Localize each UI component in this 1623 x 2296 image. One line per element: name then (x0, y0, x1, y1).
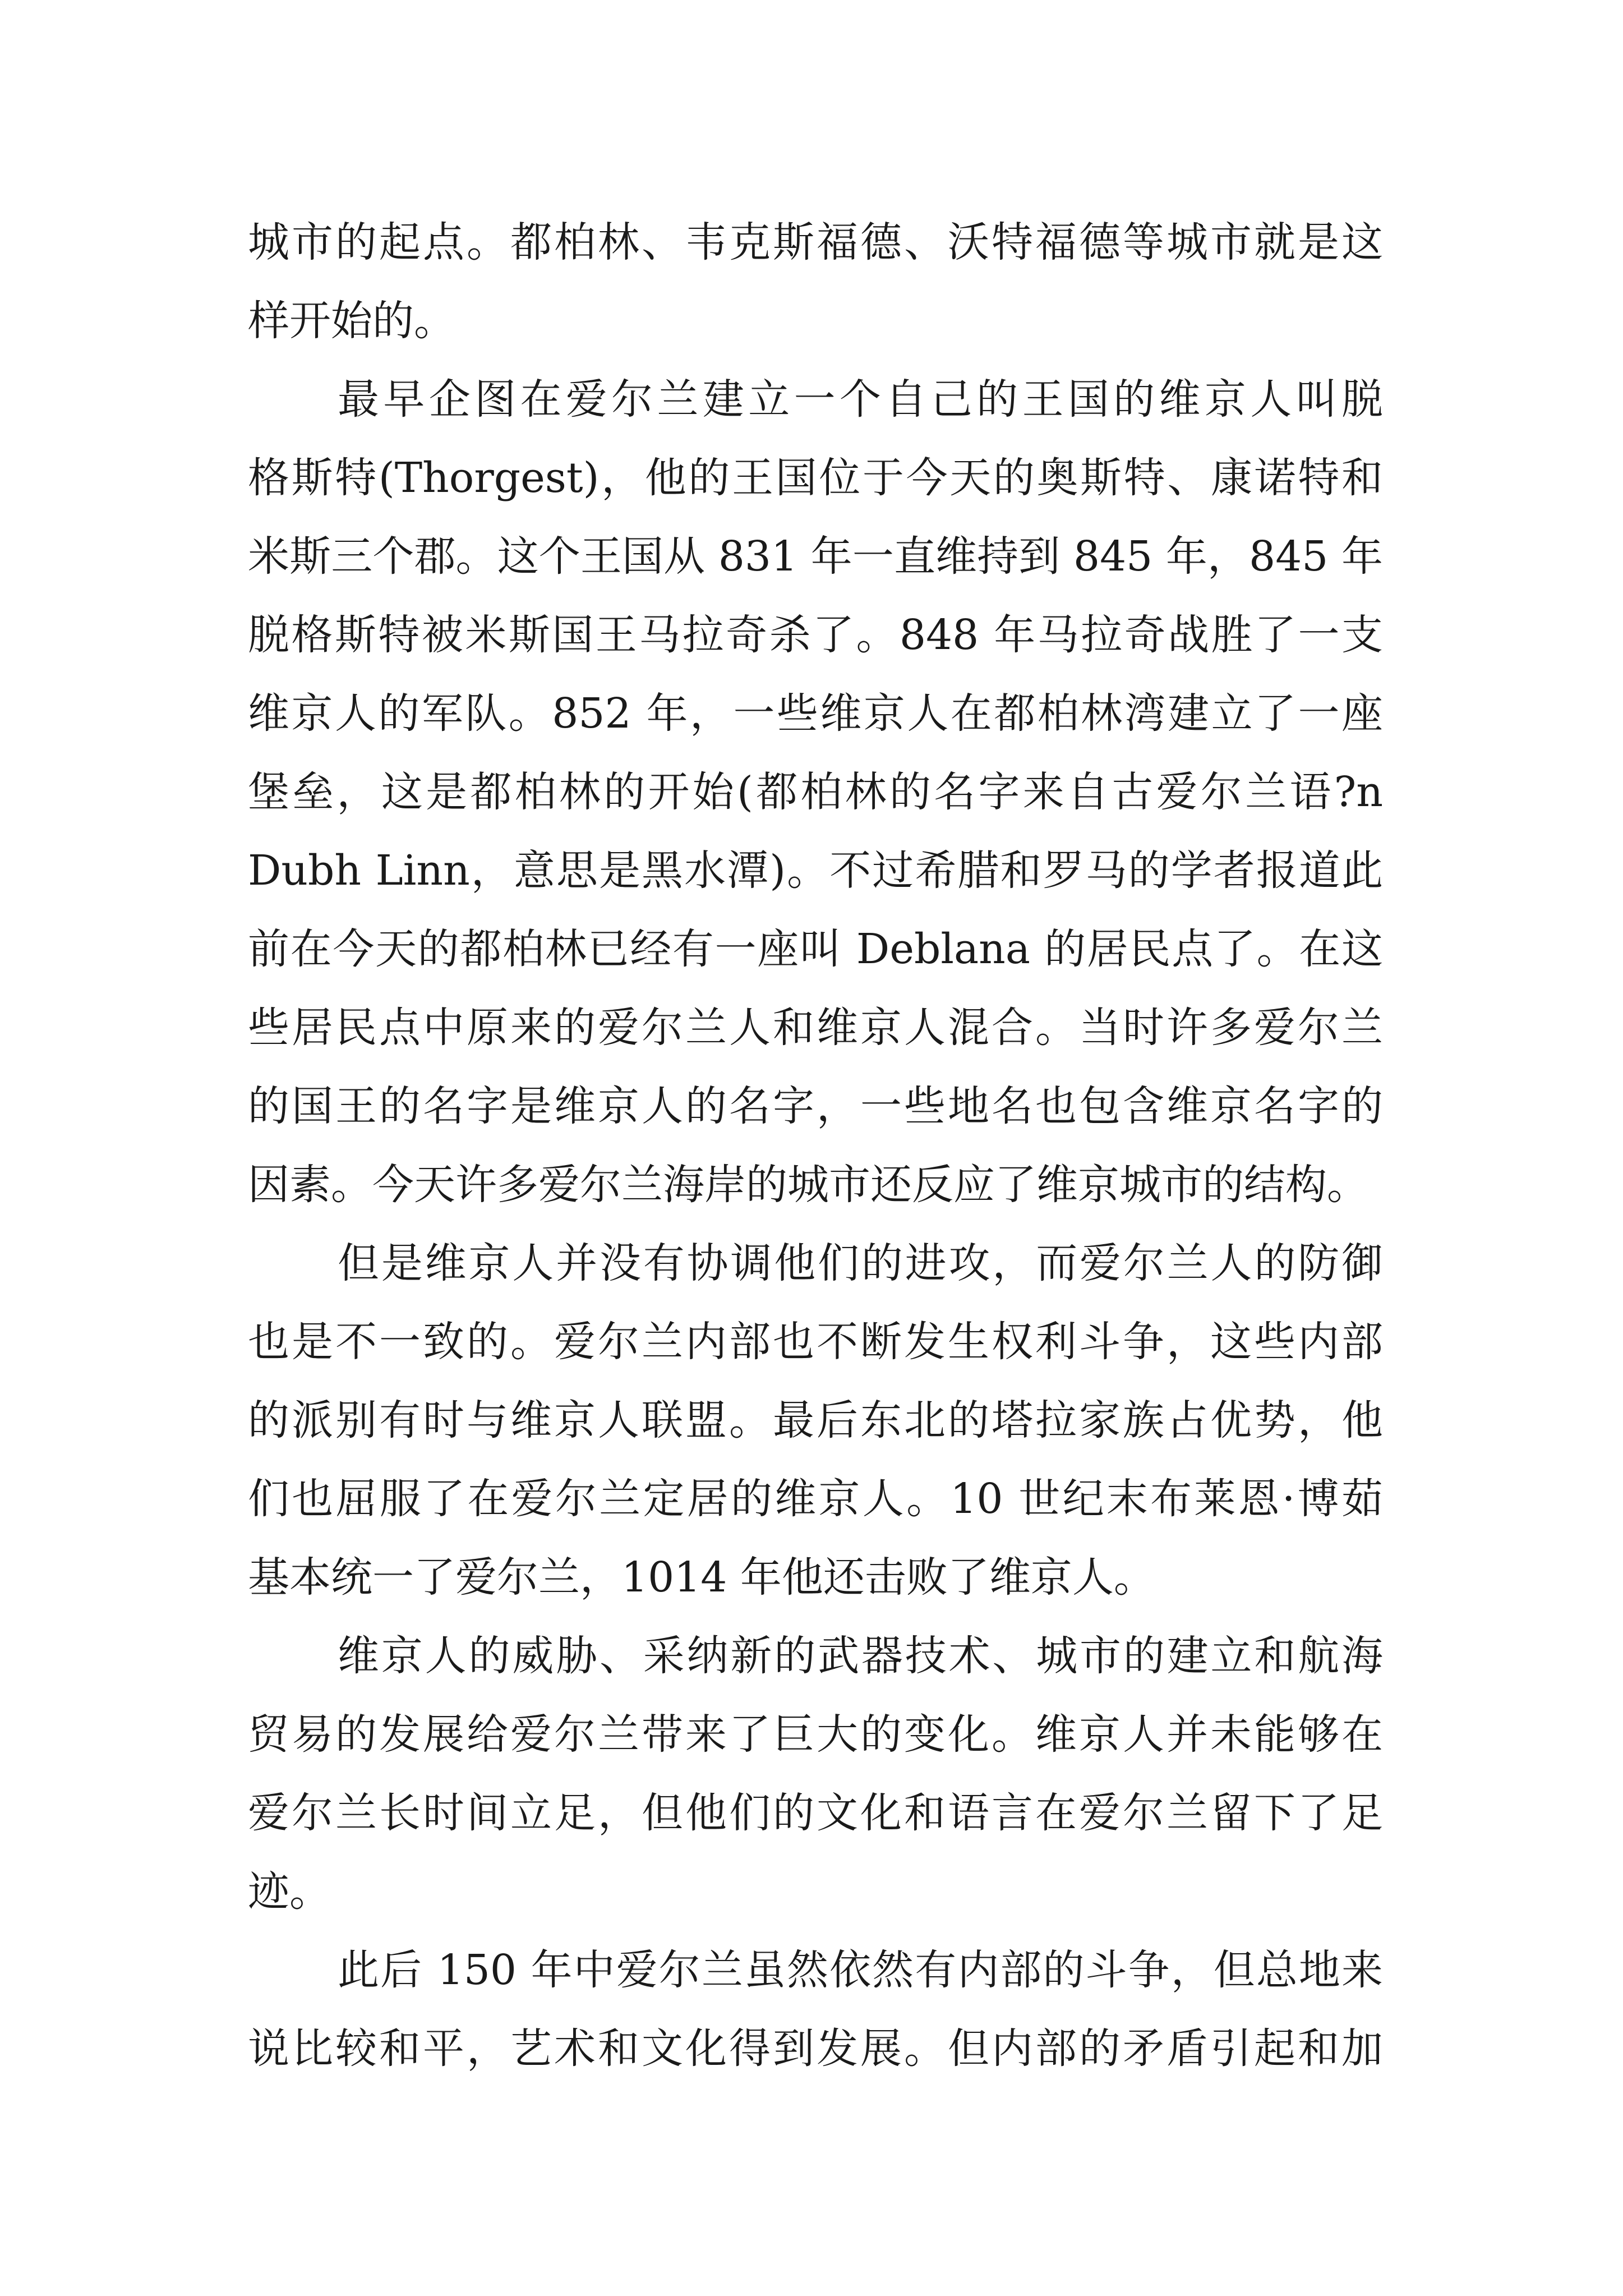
paragraph (248, 203, 1383, 360)
text-line: 堡垒，这是都柏林的开始(都柏林的名字来自古爱尔兰语?n (248, 768, 1383, 816)
body-text (248, 203, 1383, 2088)
text-line: 前在今天的都柏林已经有一座叫 Deblana 的居民点了。在这 (248, 925, 1383, 973)
text-line: 维京人的军队。852 年，一些维京人在都柏林湾建立了一座 (248, 689, 1383, 738)
paragraph (248, 360, 1383, 1224)
text-line: 也是不一致的。爱尔兰内部也不断发生权利斗争，这些内部 (248, 1318, 1383, 1366)
text-line: 爱尔兰长时间立足，但他们的文化和语言在爱尔兰留下了足 (248, 1789, 1383, 1837)
text-line: 最早企图在爱尔兰建立一个自己的王国的维京人叫脱 (338, 375, 1383, 424)
text-line: 的国王的名字是维京人的名字，一些地名也包含维京名字的 (248, 1082, 1383, 1130)
text-line: 说比较和平，艺术和文化得到发展。但内部的矛盾引起和加 (248, 2024, 1383, 2073)
text-line: 脱格斯特被米斯国王马拉奇杀了。848 年马拉奇战胜了一支 (248, 611, 1383, 659)
text-line: 们也屈服了在爱尔兰定居的维京人。10 世纪末布莱恩·博茹 (248, 1475, 1383, 1523)
text-line: 的派别有时与维京人联盟。最后东北的塔拉家族占优势，他 (248, 1396, 1383, 1444)
paragraph (248, 1224, 1383, 1617)
text-line: Dubh Linn，意思是黑水潭)。不过希腊和罗马的学者报道此 (248, 846, 1383, 895)
text-line: 基本统一了爱尔兰，1014 年他还击败了维京人。 (248, 1553, 1155, 1602)
text-line: 维京人的威胁、采纳新的武器技术、城市的建立和航海 (338, 1632, 1383, 1680)
text-line: 贸易的发展给爱尔兰带来了巨大的变化。维京人并未能够在 (248, 1710, 1383, 1759)
text-line: 因素。今天许多爱尔兰海岸的城市还反应了维京城市的结构。 (248, 1161, 1368, 1209)
paragraph (248, 1931, 1383, 2088)
text-line: 迹。 (248, 1867, 331, 1916)
text-line: 但是维京人并没有协调他们的进攻，而爱尔兰人的防御 (338, 1239, 1383, 1287)
text-line: 城市的起点。都柏林、韦克斯福德、沃特福德等城市就是这 (248, 218, 1383, 266)
paragraph (248, 1617, 1383, 1931)
text-line: 样开始的。 (248, 297, 455, 345)
text-line: 此后 150 年中爱尔兰虽然依然有内部的斗争，但总地来 (338, 1946, 1383, 1994)
text-line: 格斯特(Thorgest)，他的王国位于今天的奥斯特、康诺特和 (248, 454, 1383, 502)
text-line: 米斯三个郡。这个王国从 831 年一直维持到 845 年，845 年 (248, 532, 1383, 581)
text-line: 些居民点中原来的爱尔兰人和维京人混合。当时许多爱尔兰 (248, 1004, 1383, 1052)
